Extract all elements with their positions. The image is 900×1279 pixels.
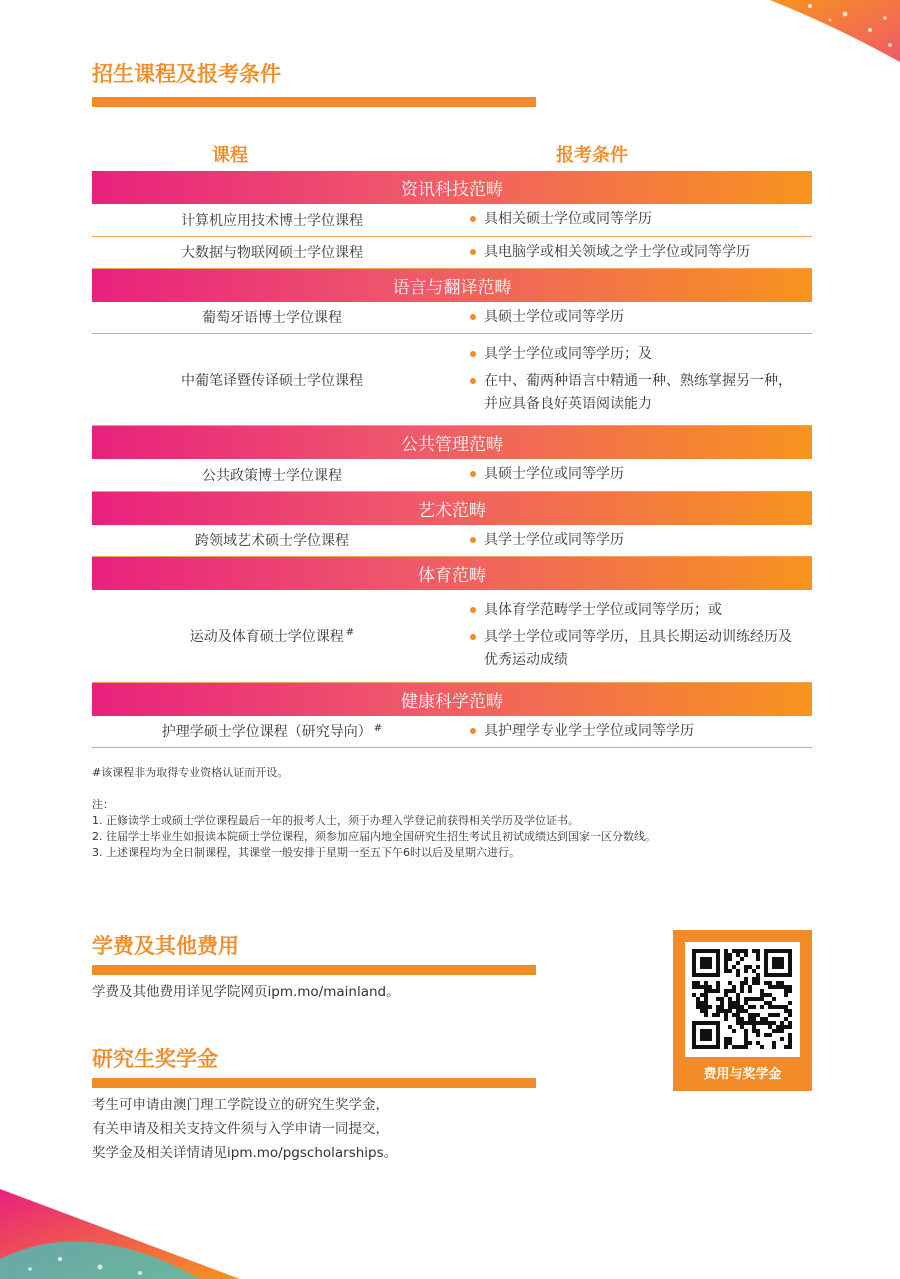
course-column-header: 课程 — [212, 145, 248, 166]
course-row — [92, 302, 812, 334]
qr-code[interactable] — [685, 942, 800, 1057]
requirements-cell — [452, 525, 812, 557]
bullet-icon — [470, 634, 476, 640]
requirements-cell — [452, 459, 812, 491]
hash-mark: # — [345, 627, 355, 639]
fees-description: 学费及其他费用详见学院网页ipm.mo/mainland。 — [92, 984, 400, 1000]
qr-code-icon — [685, 942, 800, 1057]
requirements-cell — [452, 590, 812, 682]
requirement-item — [470, 599, 794, 622]
category-row — [92, 682, 812, 716]
scholarship-line: 有关申请及相关支持文件须与入学申请一同提交， — [92, 1121, 389, 1137]
requirements-cell — [452, 716, 812, 748]
course-cell — [92, 716, 452, 748]
course-row — [92, 590, 812, 682]
course-row — [92, 459, 812, 491]
requirement-item — [470, 306, 812, 329]
requirements-cell — [452, 334, 812, 426]
requirement-item — [470, 241, 812, 264]
qr-label: 费用与奖学金 — [703, 1067, 782, 1082]
fees-text — [92, 980, 400, 1004]
course-name: 跨领域艺术硕士学位课程 — [195, 533, 349, 550]
course-name: 计算机应用技术博士学位课程 — [181, 212, 363, 229]
hash-mark: # — [373, 722, 383, 734]
bullet-icon — [470, 216, 476, 222]
scholarship-line: 考生可申请由澳门理工学院设立的研究生奖学金， — [92, 1097, 389, 1113]
requirements-column-header: 报考条件 — [556, 145, 628, 166]
course-name: 中葡笔译暨传译硕士学位课程 — [181, 372, 363, 389]
course-cell — [92, 302, 452, 334]
category-row — [92, 491, 812, 525]
bullet-icon — [470, 728, 476, 734]
requirement-item — [470, 626, 794, 672]
scholarship-title-bar — [92, 1078, 536, 1088]
bullet-icon — [470, 607, 476, 613]
note-item: 2. 往届学士毕业生如报读本院硕士学位课程，须参加应届内地全国研究生招生考试且初试成绩达到国家一区分数线。 — [92, 830, 656, 843]
note-item: 1. 正修读学士或硕士学位课程最后一年的报考人士，须于办理入学登记前获得相关学历及学位证书。 — [92, 814, 579, 827]
notes-label: 注： — [92, 798, 114, 811]
note-item: 3. 上述课程均为全日制课程，其课堂一般安排于星期一至五下午6时以后及星期六进行。 — [92, 846, 520, 859]
course-cell — [92, 334, 452, 426]
category-row — [92, 171, 812, 204]
course-name: 公共政策博士学位课程 — [202, 467, 342, 484]
course-row — [92, 204, 812, 236]
category-name: 语言与翻译范畴 — [92, 268, 812, 302]
requirements-cell — [452, 236, 812, 268]
category-name: 体育范畴 — [92, 557, 812, 591]
requirement-text: 具学士学位或同等学历，且具长期运动训练经历及优秀运动成绩 — [484, 629, 792, 669]
requirements-cell — [452, 204, 812, 236]
bullet-icon — [470, 351, 476, 357]
category-name: 公共管理范畴 — [92, 426, 812, 460]
scholarship-title: 研究生奖学金 — [92, 1047, 218, 1071]
requirement-text: 具学士学位或同等学历 — [484, 531, 624, 548]
category-row — [92, 268, 812, 302]
category-name: 健康科学范畴 — [92, 682, 812, 716]
qr-code-box[interactable] — [673, 930, 812, 1091]
course-cell — [92, 590, 452, 682]
requirement-item — [470, 720, 812, 743]
course-cell — [92, 459, 452, 491]
requirement-text: 具护理学专业学士学位或同等学历 — [484, 722, 694, 739]
courses-table — [92, 171, 812, 748]
category-name: 资讯科技范畴 — [92, 171, 812, 204]
course-cell — [92, 204, 452, 236]
requirements-cell — [452, 302, 812, 334]
requirement-text: 具硕士学位或同等学历 — [484, 466, 624, 483]
course-name: 运动及体育硕士学位课程 — [189, 628, 344, 645]
hash-footnote: #该课程非为取得专业资格认证而开设。 — [92, 766, 289, 779]
bullet-icon — [470, 537, 476, 543]
requirement-text: 具相关硕士学位或同等学历 — [484, 211, 652, 228]
bullet-icon — [470, 378, 476, 384]
requirement-text: 具电脑学或相关领域之学士学位或同等学历 — [484, 243, 750, 260]
fees-title: 学费及其他费用 — [92, 934, 239, 958]
requirement-item — [470, 463, 812, 486]
requirement-item — [470, 208, 812, 231]
course-name: 大数据与物联网硕士学位课程 — [181, 245, 363, 261]
requirement-text: 在中、葡两种语言中精通一种、熟练掌握另一种，并应具备良好英语阅读能力 — [484, 373, 792, 412]
scholarship-text — [92, 1093, 397, 1165]
bullet-icon — [470, 249, 476, 255]
course-row — [92, 236, 812, 268]
fees-title-bar — [92, 965, 536, 975]
course-cell — [92, 525, 452, 557]
bullet-icon — [470, 471, 476, 477]
course-row — [92, 334, 812, 426]
course-cell — [92, 236, 452, 268]
corner-decoration-bottom-left — [0, 1189, 240, 1279]
course-row — [92, 525, 812, 557]
requirement-item — [470, 343, 794, 366]
course-row — [92, 716, 812, 748]
admission-title-bar — [92, 97, 536, 107]
scholarship-line: 奖学金及相关详情请见ipm.mo/pgscholarships。 — [92, 1145, 398, 1161]
category-row — [92, 426, 812, 460]
requirement-text: 具学士学位或同等学历；及 — [484, 346, 652, 362]
requirement-text: 具体育学范畴学士学位或同等学历；或 — [484, 602, 722, 619]
bullet-icon — [470, 314, 476, 320]
requirement-text: 具硕士学位或同等学历 — [484, 308, 624, 325]
category-row — [92, 557, 812, 591]
requirement-item — [470, 529, 812, 552]
notes — [92, 797, 656, 861]
corner-decoration-top-right — [750, 0, 900, 70]
course-name: 葡萄牙语博士学位课程 — [202, 310, 342, 327]
admission-title: 招生课程及报考条件 — [92, 62, 281, 86]
category-name: 艺术范畴 — [92, 491, 812, 525]
course-name: 护理学硕士学位课程（研究导向） — [161, 724, 372, 741]
requirement-item — [470, 370, 794, 416]
